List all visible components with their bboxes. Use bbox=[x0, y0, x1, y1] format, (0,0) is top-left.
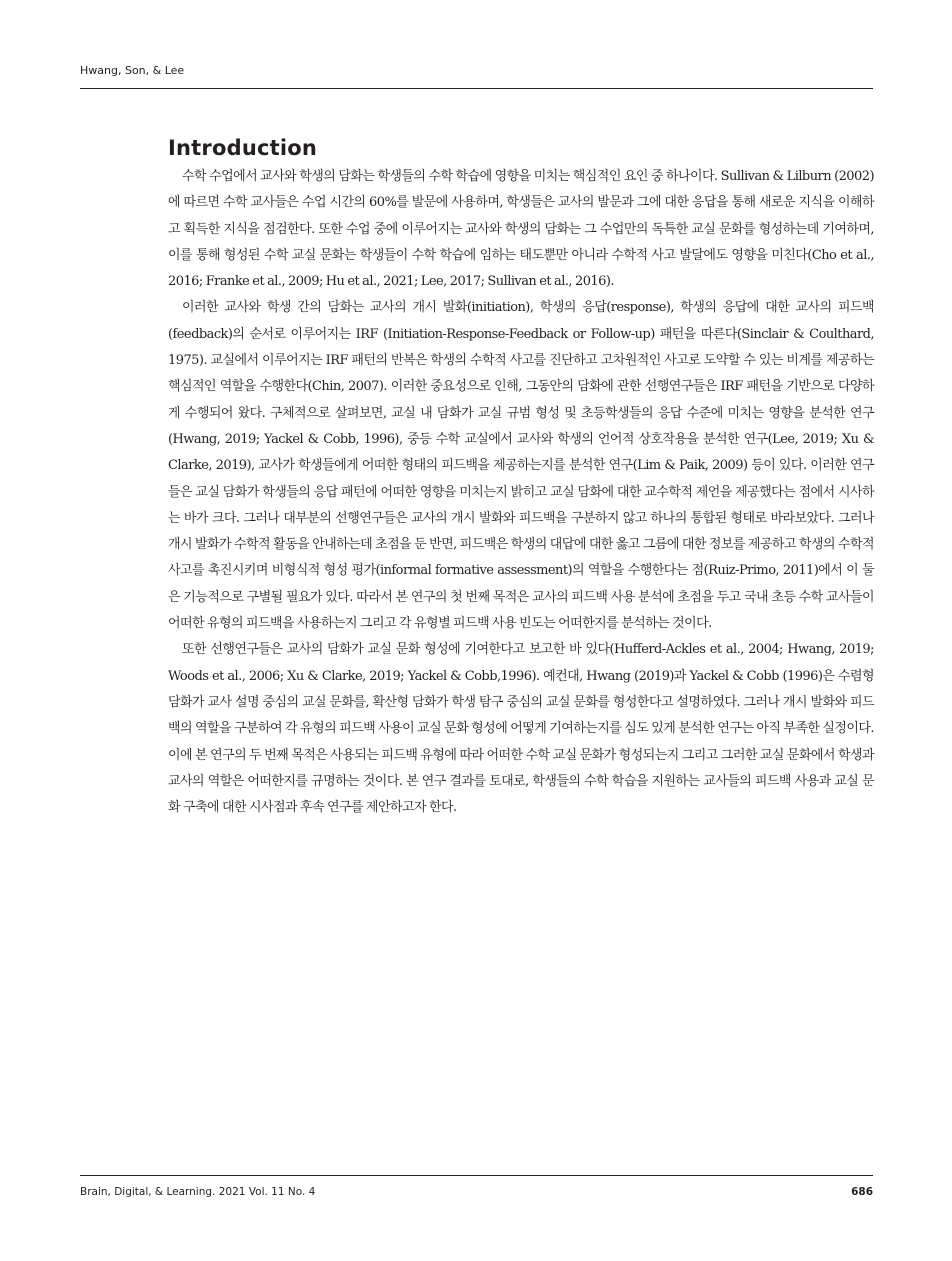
page-number: 686 bbox=[851, 1186, 873, 1198]
section-title: Introduction bbox=[168, 136, 318, 160]
journal-citation: Brain, Digital, & Learning. 2021 Vol. 11 No. 4 bbox=[80, 1186, 316, 1198]
paragraph-1: 수학 수업에서 교사와 학생의 담화는 학생들의 수학 학습에 영향을 미치는 핵심적인 요인 중 하나이다. Sullivan & Lilburn (2002)에 따르면 수학 교사들은 수업 시간의 60%를 발문에 사용하며, 학생들은 교사의 발문과 그에 대한 응답을 통해 새로운 지식을 이해하고 획득한 지식을 점검한다. 또한 수업 중에 이루어지는 교사와 학생의 담화는 그 수업만의 독특한 교실 문화를 형성하는데 기여하며, 이를 통해 형성된 수학 교실 문화는 학생들이 수학 학습에 임하는 태도뿐만 아니라 수학적 사고 발달에도 영향을 미친다(Cho et al., 2016; Franke et al., 2009; Hu et al., 2021; Lee, 2017; Sullivan et al., 2016). bbox=[168, 169, 874, 290]
running-head: Hwang, Son, & Lee bbox=[80, 64, 185, 77]
paragraph-2: 이러한 교사와 학생 간의 담화는 교사의 개시 발화(initiation), 학생의 응답(response), 학생의 응답에 대한 교사의 피드백(feedback)의 순서로 이루어지는 IRF (Initiation-Response-Feedback or Follow-up) 패턴을 따른다(Sinclair & Coulthard, 1975). 교실에서 이루어지는 IRF 패턴의 반복은 학생의 수학적 사고를 진단하고 고차원적인 사고로 도약할 수 있는 비계를 제공하는 핵심적인 역할을 수행한다(Chin, 2007). 이러한 중요성으로 인해, 그동안의 담화에 관한 선행연구들은 IRF 패턴을 기반으로 다양하게 수행되어 왔다. 구체적으로 살펴보면, 교실 내 담화가 교실 규범 형성 및 초등학생들의 응답 수준에 미치는 영향을 분석한 연구(Hwang, 2019; Yackel & Cobb, 1996), 중등 수학 교실에서 교사와 학생의 언어적 상호작용을 분석한 연구(Lee, 2019; Xu & Clarke, 2019), 교사가 학생들에게 어떠한 형태의 피드백을 제공하는지를 분석한 연구(Lim & Paik, 2009) 등이 있다. 이러한 연구들은 교실 담화가 학생들의 응답 패턴에 어떠한 영향을 미치는지 밝히고 교실 담화에 대한 교수학적 제언을 제공했다는 점에서 시사하는 바가 크다. 그러나 대부분의 선행연구들은 교사의 개시 발화와 피드백을 구분하지 않고 하나의 통합된 형태로 바라보았다. 그러나 개시 발화가 수학적 활동을 안내하는데 초점을 둔 반면, 피드백은 학생의 대답에 대한 옳고 그름에 대한 정보를 제공하고 학생의 수학적 사고를 촉진시키며 비형식적 형성 평가(informal formative assessment)의 역할을 수행한다는 점(Ruiz-Primo, 2011)에서 이 둘은 기능적으로 구별될 필요가 있다. 따라서 본 연구의 첫 번째 목적은 교사의 피드백 사용 분석에 초점을 두고 국내 초등 수학 교사들이 어떠한 유형의 피드백을 사용하는지 그리고 각 유형별 피드백 사용 빈도는 어떠한지를 분석하는 것이다. bbox=[168, 300, 874, 632]
header-rule bbox=[80, 88, 873, 89]
paragraph-3: 또한 선행연구들은 교사의 담화가 교실 문화 형성에 기여한다고 보고한 바 있다(Hufferd-Ackles et al., 2004; Hwang, 2019; Woods et al., 2006; Xu & Clarke, 2019; Yackel & Cobb,1996). 예컨대, Hwang (2019)과 Yackel & Cobb (1996)은 수렴형 담화가 교사 설명 중심의 교실 문화를, 확산형 담화가 학생 탐구 중심의 교실 문화를 형성한다고 설명하였다. 그러나 개시 발화와 피드백의 역할을 구분하여 각 유형의 피드백 사용이 교실 문화 형성에 어떻게 기여하는지를 심도 있게 분석한 연구는 아직 부족한 실정이다. 이에 본 연구의 두 번째 목적은 사용되는 피드백 유형에 따라 어떠한 수학 교실 문화가 형성되는지 그리고 그러한 교실 문화에서 학생과 교사의 역할은 어떠한지를 규명하는 것이다. 본 연구 결과를 토대로, 학생들의 수학 학습을 지원하는 교사들의 피드백 사용과 교실 문화 구축에 대한 시사점과 후속 연구를 제안하고자 한다. bbox=[168, 642, 874, 816]
footer-rule bbox=[80, 1175, 873, 1176]
introduction-section bbox=[168, 136, 874, 821]
